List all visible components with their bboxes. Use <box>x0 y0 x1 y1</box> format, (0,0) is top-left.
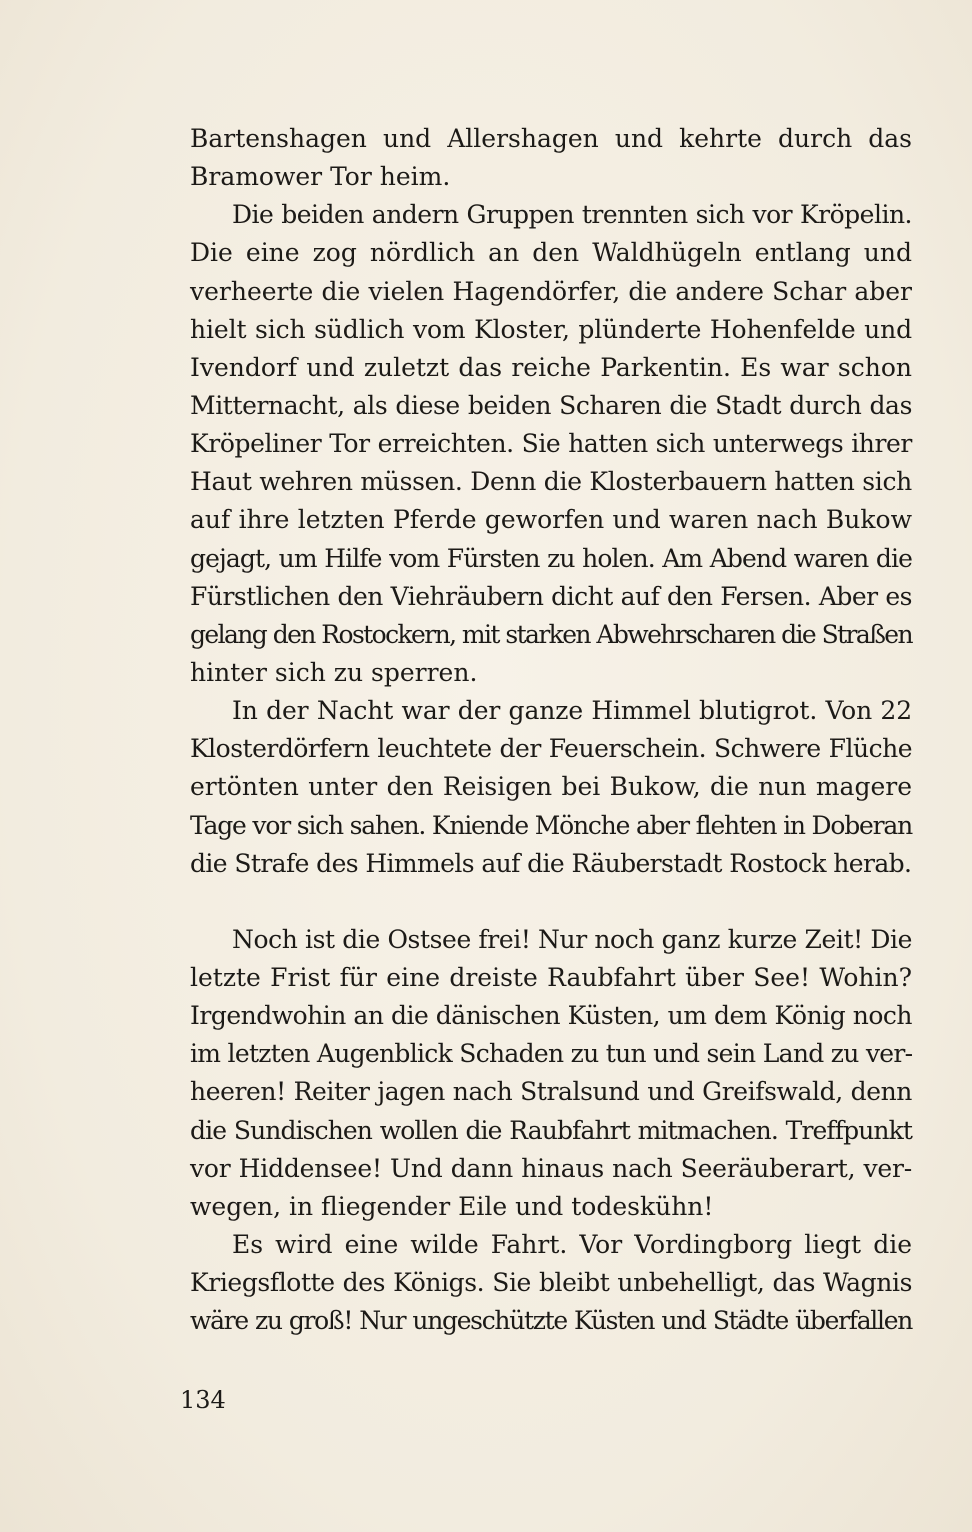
text-line: Mitternacht, als diese beiden Scharen die Stadt durch das <box>190 390 912 420</box>
text-line: wäre zu groß! Nur ungeschützte Küsten und Städte überfallen <box>190 1306 912 1336</box>
text-line: In der Nacht war der ganze Himmel blutigrot. Von 22 <box>232 696 912 726</box>
text-line: hielt sich südlich vom Kloster, plünderte Hohenfelde und <box>190 314 912 344</box>
text-line: Fürstlichen den Viehräubern dicht auf den Fersen. Aber es <box>190 581 912 611</box>
text-line: letzte Frist für eine dreiste Raubfahrt über See! Wohin? <box>190 962 912 992</box>
text-line: gelang den Rostockern, mit starken Abwehrscharen die Straßen <box>190 619 912 649</box>
text-line: Ivendorf und zuletzt das reiche Parkentin. Es war schon <box>190 352 912 382</box>
text-line: Die eine zog nördlich an den Waldhügeln entlang und <box>190 238 912 268</box>
text-line: Kriegsflotte des Königs. Sie bleibt unbehelligt, das Wagnis <box>190 1268 912 1298</box>
text-line: Bartenshagen und Allershagen und kehrte durch das <box>190 124 912 153</box>
text-line: heeren! Reiter jagen nach Stralsund und Greifswald, denn <box>190 1077 912 1107</box>
text-line: die Sundischen wollen die Raubfahrt mitmachen. Treffpunkt <box>190 1115 912 1145</box>
text-line: verheerte die vielen Hagendörfer, die andere Schar aber <box>190 276 912 306</box>
text-line: auf ihre letzten Pferde geworfen und waren nach Bukow <box>190 505 912 535</box>
text-line: gejagt, um Hilfe vom Fürsten zu holen. Am Abend waren die <box>190 543 912 573</box>
text-line: Die beiden andern Gruppen trennten sich vor Kröpelin. <box>232 200 912 230</box>
text-line: Haut wehren müssen. Denn die Klosterbauern hatten sich <box>190 467 912 497</box>
text-line: Bramower Tor heim. <box>190 162 451 192</box>
text-line: Irgendwohin an die dänischen Küsten, um dem König noch <box>190 1001 912 1031</box>
text-line: die Strafe des Himmels auf die Räuberstadt Rostock herab. <box>190 848 912 878</box>
text-line: Tage vor sich sahen. Kniende Mönche aber flehten in Doberan <box>190 810 912 840</box>
text-line: hinter sich zu sperren. <box>190 657 478 687</box>
text-line: Es wird eine wilde Fahrt. Vor Vordingborg liegt die <box>232 1229 912 1259</box>
text-line: Noch ist die Ostsee frei! Nur noch ganz kurze Zeit! Die <box>232 924 912 954</box>
body-text <box>190 120 912 1340</box>
page-number: 134 <box>180 1386 226 1414</box>
text-line: ertönten unter den Reisigen bei Bukow, die nun magere <box>190 772 912 802</box>
text-line: Kröpeliner Tor erreichten. Sie hatten sich unterwegs ihrer <box>190 429 912 459</box>
section-break <box>190 883 912 921</box>
text-line: Klosterdörfern leuchtete der Feuerschein. Schwere Flüche <box>190 734 912 764</box>
text-line: im letzten Augenblick Schaden zu tun und sein Land zu ver- <box>190 1039 913 1069</box>
text-line: vor Hiddensee! Und dann hinaus nach Seeräuberart, ver- <box>190 1153 912 1183</box>
text-line: wegen, in fliegender Eile und todeskühn! <box>190 1191 714 1221</box>
